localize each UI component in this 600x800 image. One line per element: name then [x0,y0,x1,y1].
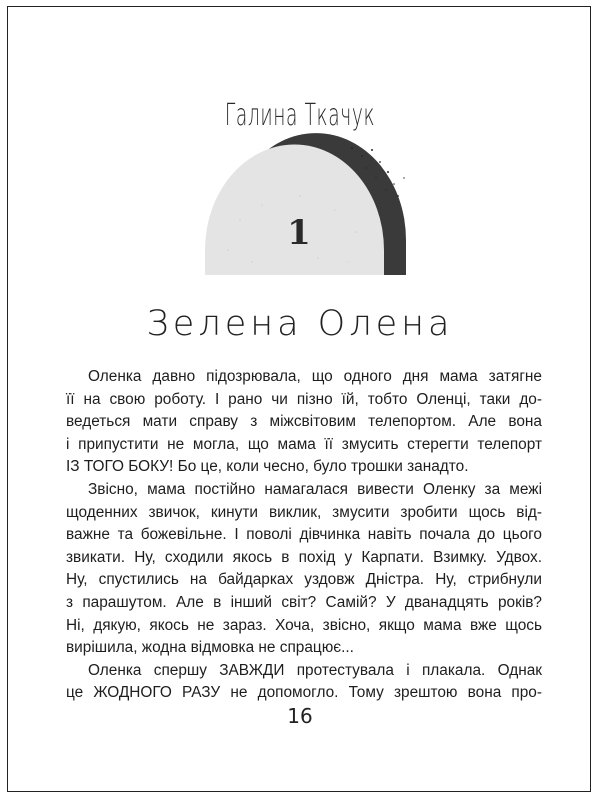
text-line: Оленка спершу ЗАВЖДИ протестувала і плакала. Однак [88,661,542,679]
text-line: це ЖОДНОГО РАЗУ не допомогло. Тому зрештою вона про- [66,684,542,702]
text-line: Ну, спустились на байдарках уздовж Дністра. Ну, стрибнули [66,571,542,589]
text-line: Ні, дякую, якось не зараз. Хоча, звісно, якщо мама вже щось [66,616,542,634]
author-name: Галина Ткачук [224,98,376,133]
text-line: ведеться мати справу з міжсвітовим телепортом. Але вона [66,413,542,431]
text-line: звикати. Ну, сходили якось в похід у Карпати. Взимку. Удвох. [66,548,542,566]
text-line: ІЗ ТОГО БОКУ! Бо це, коли чесно, було трошки занадто. [66,458,469,476]
text-line: Звісно, мама постійно намагалася вивести Оленку за межі [88,480,542,498]
body-text [66,366,542,705]
text-line: Оленка давно підозрювала, що одного дня мама затягне [88,368,542,385]
chapter-arch-illustration [0,0,600,300]
text-line: і припустити не могла, що мама її змусить стерегти телепорт [66,435,542,453]
text-line: її на свою роботу. І рано чи пізно їй, тобто Оленці, таки до- [66,390,542,408]
page-number: 16 [287,704,313,728]
paragraph-3 [66,660,542,705]
text-line: щоденних звичок, кинути виклик, змусити зробити щось від- [66,503,542,521]
chapter-title: Зелена Олена [146,304,454,344]
chapter-number: 1 [287,213,311,253]
text-line: з парашутом. Але в інший світ? Самій? У дванадцять років? [66,593,542,611]
paragraph-2 [66,479,542,660]
text-line: вирішила, жодна відмовка не спрацює... [66,639,354,657]
paragraph-1 [66,366,542,479]
text-line: важне та божевільне. І поволі дівчинка навіть почала до цього [66,526,542,544]
